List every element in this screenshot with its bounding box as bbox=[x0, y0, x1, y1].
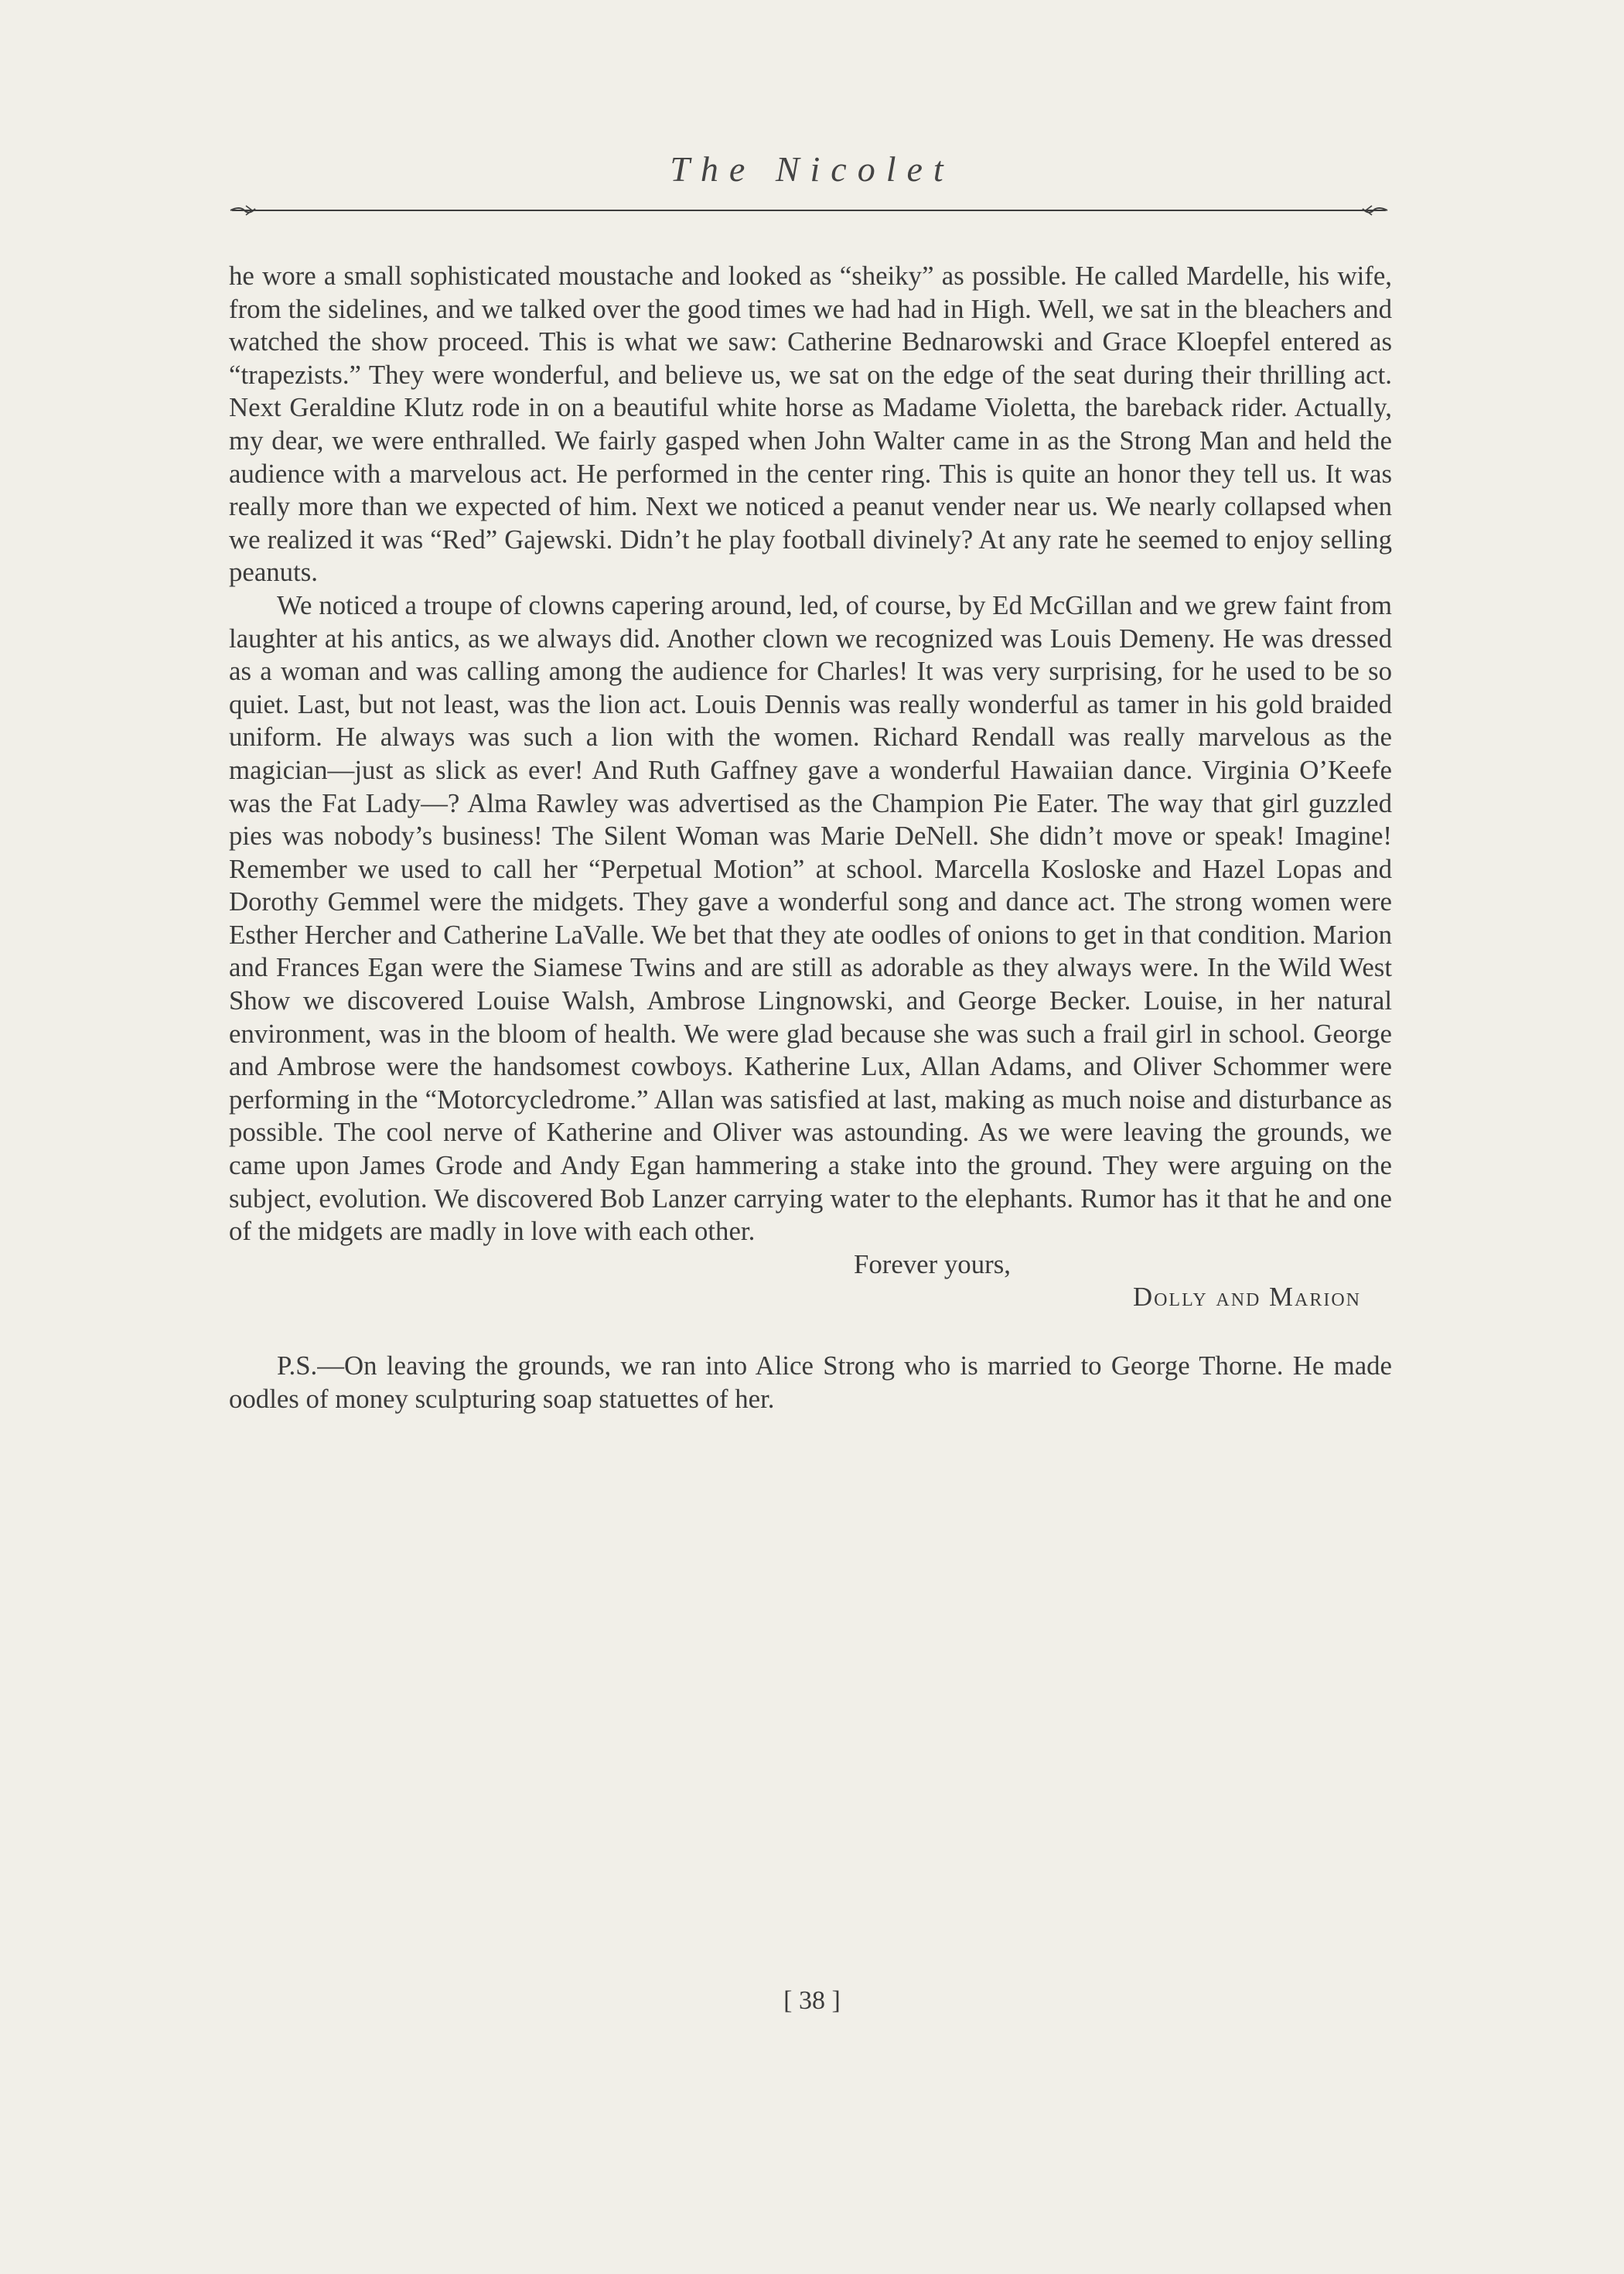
letter-body bbox=[229, 260, 1392, 1415]
header-rule-ornament bbox=[229, 203, 1389, 218]
signature: Dolly and Marion bbox=[1132, 1282, 1361, 1313]
postscript: P.S.—On leaving the grounds, we ran into Alice Strong who is married to George Thorne. He made oodles of money sculpturing soap statuettes of her. bbox=[229, 1350, 1392, 1414]
running-title: The Nicolet bbox=[670, 149, 954, 189]
paragraph-2: We noticed a troupe of clowns capering around, led, of course, by Ed McGillan and we grew faint from laughter at his antics, as we always did. Another clown we recognized was Louis Demeny. He was dressed as a woman and was calling among the audience for Charles! It was very surprising, for he used to be so quiet. Last, but not least, was the lion act. Louis Dennis was really wonderful as tamer in his gold braided uniform. He always was such a lion with the women. Richard Rendall was really marvelous as the magician—just as slick as ever! And Ruth Gaffney gave a wonderful Hawaiian dance. Virginia O’Keefe was the Fat Lady—? Alma Rawley was advertised as the Champion Pie Eater. The way that girl guzzled pies was nobody’s business! The Silent Woman was Marie DeNell. She didn’t move or speak! Imagine! Remember we used to call her “Perpetual Motion” at school. Marcella Kosloske and Hazel Lopas and Dorothy Gemmel were the midgets. They gave a wonderful song and dance act. The strong women were Esther Hercher and Catherine LaValle. We bet that they ate oodles of onions to get in that condition. Marion and Frances Egan were the Siamese Twins and are still as adorable as they always were. In the Wild West Show we discovered Louise Walsh, Ambrose Lingnowski, and George Becker. Louise, in her natural environment, was in the bloom of health. We were glad because she was such a frail girl in school. George and Ambrose were the handsomest cowboys. Katherine Lux, Allan Adams, and Oliver Schommer were performing in the “Motorcycledrome.” Allan was satisfied at last, making as much noise and disturbance as possible. The cool nerve of Katherine and Oliver was astounding. As we were leaving the grounds, we came upon James Grode and Andy Egan hammering a stake into the ground. They were arguing on the subject, evolution. We discovered Bob Lanzer carrying water to the elephants. Rumor has it that he and one of the midgets are madly in love with each other. bbox=[229, 589, 1392, 1247]
page-number: [ 38 ] bbox=[783, 1986, 841, 2015]
paragraph-1: he wore a small sophisticated moustache and looked as “sheiky” as possible. He called Mardelle, his wife, from the sidelines, and we talked over the good times we had had in High. Well, we sat in the bleachers and watched the show proceed. This is what we saw: Catherine Bednarowski and Grace Kloepfel entered as “trapezists.” They were wonderful, and believe us, we sat on the edge of the seat during their thrilling act. Next Geraldine Klutz rode in on a beautiful white horse as Madame Violetta, the bareback rider. Actually, my dear, we were enthralled. We fairly gasped when John Walter came in as the Strong Man and held the audience with a marvelous act. He performed in the center ring. This is quite an honor they tell us. It was really more than we expected of him. Next we noticed a peanut vender near us. We nearly collapsed when we realized it was “Red” Gajewski. Didn’t he play football divinely? At any rate he seemed to enjoy selling peanuts. bbox=[229, 261, 1392, 588]
closing-line: Forever yours, bbox=[854, 1248, 1011, 1279]
